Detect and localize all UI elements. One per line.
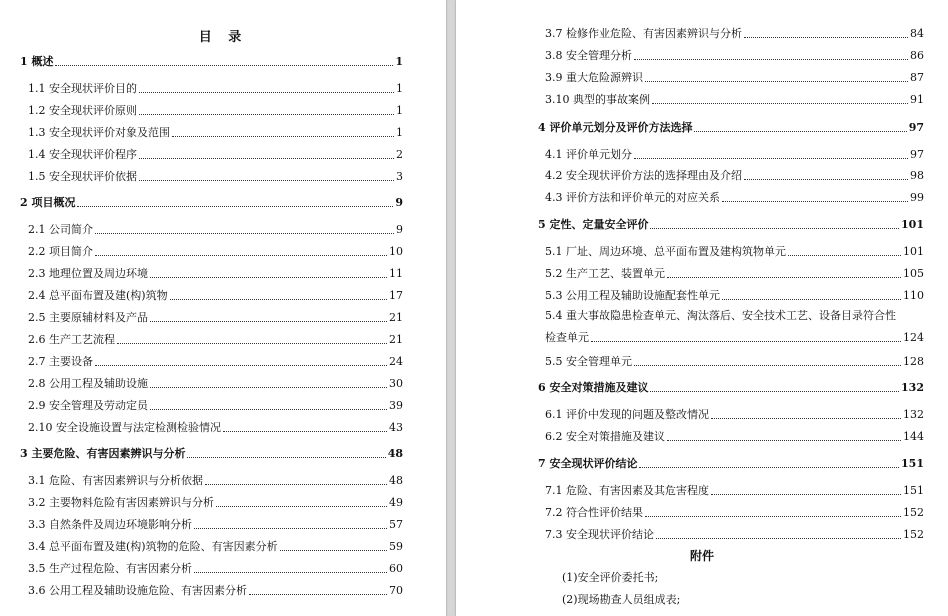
toc-page-number: 43 xyxy=(389,421,403,434)
toc-section-entry[interactable] xyxy=(545,482,924,498)
toc-page-number: 1 xyxy=(396,104,403,117)
toc-section-entry[interactable] xyxy=(28,243,403,259)
toc-section-entry[interactable] xyxy=(545,353,924,369)
toc-page-number: 98 xyxy=(910,169,924,182)
toc-section-entry[interactable] xyxy=(545,243,924,259)
dot-leader xyxy=(634,158,908,159)
toc-entry-label: 1.3 安全现状评价对象及范围 xyxy=(28,126,170,139)
toc-page-number: 97 xyxy=(908,121,924,134)
toc-entry-label: 2.8 公用工程及辅助设施 xyxy=(28,377,148,390)
toc-section-entry[interactable] xyxy=(28,472,403,488)
dot-leader xyxy=(694,131,906,132)
toc-section-entry[interactable] xyxy=(28,287,403,303)
toc-entry-label: 2.5 主要原辅材料及产品 xyxy=(28,311,148,324)
dot-leader xyxy=(711,418,901,419)
toc-page-number: 132 xyxy=(903,408,924,421)
toc-page-number: 1 xyxy=(396,126,403,139)
toc-page-number: 49 xyxy=(389,496,403,509)
dot-leader xyxy=(194,572,387,573)
toc-page-number: 128 xyxy=(903,355,924,368)
toc-section-entry[interactable] xyxy=(28,419,403,435)
toc-entry-label: 4.2 安全现状评价方法的选择理由及介绍 xyxy=(545,169,742,182)
toc-page-number: 91 xyxy=(910,93,924,106)
toc-entry-label: 3.6 公用工程及辅助设施危险、有害因素分析 xyxy=(28,584,247,597)
toc-section-entry[interactable] xyxy=(28,375,403,391)
toc-section-entry[interactable] xyxy=(545,287,924,303)
toc-section-entry[interactable] xyxy=(545,189,924,205)
toc-section-entry[interactable] xyxy=(28,397,403,413)
toc-entry-label: 2.7 主要设备 xyxy=(28,355,93,368)
dot-leader xyxy=(95,365,387,366)
toc-page-number: 48 xyxy=(387,447,403,460)
toc-page-number: 144 xyxy=(903,430,924,443)
toc-chapter-entry[interactable] xyxy=(20,53,403,69)
toc-section-entry[interactable] xyxy=(545,25,924,41)
dot-leader xyxy=(744,179,908,180)
toc-entry-label: 6.1 评价中发现的问题及整改情况 xyxy=(545,408,709,421)
toc-section-entry[interactable] xyxy=(28,80,403,96)
toc-section-entry[interactable] xyxy=(28,102,403,118)
toc-section-entry[interactable] xyxy=(28,582,403,598)
toc-page-number: 39 xyxy=(389,399,403,412)
dot-leader xyxy=(634,365,901,366)
dot-leader xyxy=(172,136,394,137)
dot-leader xyxy=(150,387,387,388)
toc-section-entry[interactable] xyxy=(28,538,403,554)
dot-leader xyxy=(788,255,901,256)
toc-entry-label: 3.10 典型的事故案例 xyxy=(545,93,650,106)
toc-page-number: 3 xyxy=(396,170,403,183)
toc-chapter-entry[interactable] xyxy=(538,119,924,135)
dot-leader xyxy=(77,206,393,207)
document-page-right xyxy=(456,0,948,616)
toc-page-number: 101 xyxy=(903,245,924,258)
toc-entry-label: 2.2 项目简介 xyxy=(28,245,93,258)
toc-section-entry[interactable] xyxy=(545,265,924,281)
toc-entry-label: 1.4 安全现状评价程序 xyxy=(28,148,137,161)
toc-entry-label: 2.9 安全管理及劳动定员 xyxy=(28,399,148,412)
toc-section-entry[interactable] xyxy=(28,168,403,184)
dot-leader xyxy=(645,81,908,82)
toc-entry-label: 4.1 评价单元划分 xyxy=(545,148,632,161)
dot-leader xyxy=(639,467,899,468)
toc-page-number: 10 xyxy=(389,245,403,258)
toc-section-entry[interactable] xyxy=(545,69,924,85)
toc-entry-label: 5 定性、定量安全评价 xyxy=(538,218,649,231)
toc-page-number: 151 xyxy=(901,457,924,470)
dot-leader xyxy=(139,114,394,115)
dot-leader xyxy=(150,321,387,322)
toc-chapter-entry[interactable] xyxy=(20,445,403,461)
appendix-item: (2)现场勘查人员组成表; xyxy=(562,593,681,606)
appendix-item: (1)安全评价委托书; xyxy=(562,571,659,584)
toc-section-entry[interactable] xyxy=(545,146,924,162)
toc-entry-label-continued: 检查单元 xyxy=(545,331,589,344)
toc-entry-label: 4.3 评价方法和评价单元的对应关系 xyxy=(545,191,720,204)
toc-page-number: 70 xyxy=(389,584,403,597)
toc-entry-label: 1.5 安全现状评价依据 xyxy=(28,170,137,183)
appendix-title: 附件 xyxy=(689,549,714,563)
toc-page-number: 9 xyxy=(395,196,403,209)
toc-page-number: 1 xyxy=(395,55,403,68)
toc-page-number: 97 xyxy=(910,148,924,161)
dot-leader xyxy=(95,255,387,256)
toc-page-number: 124 xyxy=(903,331,924,344)
toc-page-number: 59 xyxy=(389,540,403,553)
dot-leader xyxy=(280,550,387,551)
dot-leader xyxy=(652,103,908,104)
toc-section-entry[interactable] xyxy=(28,494,403,510)
toc-page-number: 11 xyxy=(389,267,403,280)
toc-entry-label: 7.1 危险、有害因素及其危害程度 xyxy=(545,484,709,497)
toc-entry-label: 3.3 自然条件及周边环境影响分析 xyxy=(28,518,192,531)
toc-entry-label: 7.3 安全现状评价结论 xyxy=(545,528,654,541)
toc-page-number: 101 xyxy=(901,218,924,231)
toc-entry-label: 6.2 安全对策措施及建议 xyxy=(545,430,665,443)
dot-leader xyxy=(95,233,394,234)
dot-leader xyxy=(650,228,899,229)
toc-section-entry[interactable] xyxy=(28,221,403,237)
toc-entry-label: 1 概述 xyxy=(20,55,54,68)
dot-leader xyxy=(223,431,387,432)
toc-chapter-entry[interactable] xyxy=(538,379,924,395)
toc-page-number: 152 xyxy=(903,528,924,541)
dot-leader xyxy=(667,277,901,278)
toc-entry-label: 2 项目概况 xyxy=(20,196,76,209)
toc-section-entry[interactable] xyxy=(28,265,403,281)
toc-section-entry[interactable] xyxy=(545,504,924,520)
toc-section-entry[interactable] xyxy=(28,516,403,532)
toc-page-number: 60 xyxy=(389,562,403,575)
toc-page-number: 57 xyxy=(389,518,403,531)
toc-page-number: 132 xyxy=(901,381,924,394)
dot-leader xyxy=(55,65,393,66)
dot-leader xyxy=(170,299,387,300)
dot-leader xyxy=(216,506,387,507)
toc-entry-label: 5.4 重大事故隐患检查单元、淘汰落后、安全技术工艺、设备目录符合性 xyxy=(545,309,896,322)
toc-page-number: 21 xyxy=(389,333,403,346)
toc-section-entry[interactable] xyxy=(545,406,924,422)
toc-entry-label: 2.3 地理位置及周边环境 xyxy=(28,267,148,280)
toc-section-entry[interactable] xyxy=(28,124,403,140)
dot-leader xyxy=(591,341,901,342)
toc-entry-label: 5.5 安全管理单元 xyxy=(545,355,632,368)
toc-page-number: 105 xyxy=(903,267,924,280)
toc-entry-label: 3.2 主要物料危险有害因素辨识与分析 xyxy=(28,496,214,509)
toc-chapter-entry[interactable] xyxy=(538,216,924,232)
toc-page-number: 21 xyxy=(389,311,403,324)
toc-page-number: 1 xyxy=(396,82,403,95)
toc-chapter-entry[interactable] xyxy=(20,194,403,210)
dot-leader xyxy=(711,494,901,495)
dot-leader xyxy=(150,277,387,278)
dot-leader xyxy=(117,343,387,344)
toc-entry-label: 2.4 总平面布置及建(构)筑物 xyxy=(28,289,168,302)
dot-leader xyxy=(187,457,385,458)
dot-leader xyxy=(205,484,387,485)
toc-entry-label: 5.1 厂址、周边环境、总平面布置及建构筑物单元 xyxy=(545,245,786,258)
dot-leader xyxy=(139,158,394,159)
toc-chapter-entry[interactable] xyxy=(538,455,924,471)
toc-page-number: 2 xyxy=(396,148,403,161)
toc-entry-label: 2.1 公司简介 xyxy=(28,223,93,236)
toc-page-number: 9 xyxy=(396,223,403,236)
toc-entry-label: 3.5 生产过程危险、有害因素分析 xyxy=(28,562,192,575)
toc-page-number: 110 xyxy=(903,289,924,302)
toc-section-entry[interactable] xyxy=(28,331,403,347)
toc-entry-label: 5.2 生产工艺、装置单元 xyxy=(545,267,665,280)
toc-entry-label: 2.10 安全设施设置与法定检测检验情况 xyxy=(28,421,221,434)
toc-entry-label: 7.2 符合性评价结果 xyxy=(545,506,643,519)
toc-page-number: 86 xyxy=(910,49,924,62)
toc-page-number: 17 xyxy=(389,289,403,302)
toc-entry-label: 1.1 安全现状评价目的 xyxy=(28,82,137,95)
dot-leader xyxy=(667,440,901,441)
dot-leader xyxy=(194,528,387,529)
toc-section-entry[interactable] xyxy=(545,309,924,345)
toc-entry-label: 6 安全对策措施及建议 xyxy=(538,381,649,394)
dot-leader xyxy=(139,92,394,93)
toc-entry-label: 3.4 总平面布置及建(构)筑物的危险、有害因素分析 xyxy=(28,540,278,553)
dot-leader xyxy=(634,59,908,60)
toc-page-number: 24 xyxy=(389,355,403,368)
toc-section-entry[interactable] xyxy=(28,560,403,576)
toc-page-number: 151 xyxy=(903,484,924,497)
document-page-left xyxy=(0,0,446,616)
toc-entry-label: 1.2 安全现状评价原则 xyxy=(28,104,137,117)
toc-section-entry[interactable] xyxy=(545,526,924,542)
toc-entry-label: 3.9 重大危险源辨识 xyxy=(545,71,643,84)
toc-section-entry[interactable] xyxy=(28,146,403,162)
toc-entry-label: 2.6 生产工艺流程 xyxy=(28,333,115,346)
toc-section-entry[interactable] xyxy=(545,428,924,444)
toc-page-number: 48 xyxy=(389,474,403,487)
toc-entry-label: 7 安全现状评价结论 xyxy=(538,457,638,470)
toc-section-entry[interactable] xyxy=(545,47,924,63)
toc-page-number: 152 xyxy=(903,506,924,519)
dot-leader xyxy=(744,37,908,38)
toc-entry-label: 4 评价单元划分及评价方法选择 xyxy=(538,121,693,134)
dot-leader xyxy=(722,299,901,300)
toc-page-number: 84 xyxy=(910,27,924,40)
dot-leader xyxy=(249,594,387,595)
toc-section-entry[interactable] xyxy=(545,167,924,183)
dot-leader xyxy=(645,516,901,517)
toc-entry-label: 3.8 安全管理分析 xyxy=(545,49,632,62)
dot-leader xyxy=(650,391,899,392)
toc-page-number: 30 xyxy=(389,377,403,390)
toc-section-entry[interactable] xyxy=(28,309,403,325)
dot-leader xyxy=(722,201,908,202)
toc-title: 目 录 xyxy=(198,30,248,45)
toc-page-number: 99 xyxy=(910,191,924,204)
dot-leader xyxy=(656,538,901,539)
toc-entry-label: 5.3 公用工程及辅助设施配套性单元 xyxy=(545,289,720,302)
dot-leader xyxy=(150,409,387,410)
toc-page-number: 87 xyxy=(910,71,924,84)
dot-leader xyxy=(139,180,394,181)
toc-section-entry[interactable] xyxy=(545,91,924,107)
toc-section-entry[interactable] xyxy=(28,353,403,369)
toc-entry-label: 3.7 检修作业危险、有害因素辨识与分析 xyxy=(545,27,742,40)
toc-entry-label: 3.1 危险、有害因素辨识与分析依据 xyxy=(28,474,203,487)
toc-entry-label: 3 主要危险、有害因素辨识与分析 xyxy=(20,447,186,460)
